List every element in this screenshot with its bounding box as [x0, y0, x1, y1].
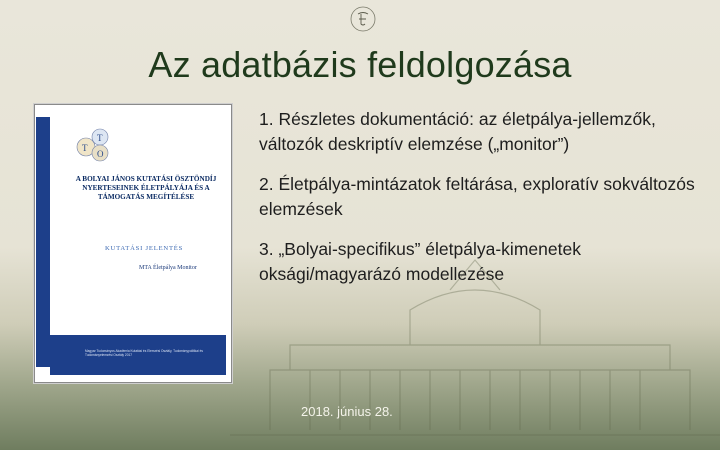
list-item: 2. Életpálya-mintázatok feltárása, exploratív sokváltozós elemzések — [259, 174, 695, 219]
date-footer: 2018. június 28. — [301, 404, 393, 419]
svg-text:T: T — [97, 133, 103, 143]
cover-author: MTA Életpálya Monitor — [139, 265, 197, 271]
page-title: Az adatbázis feldolgozása — [148, 44, 572, 85]
cover-subtitle: KUTATÁSI JELENTÉS — [105, 245, 184, 252]
svg-text:T: T — [82, 143, 88, 153]
cover-bottom-text: Magyar Tudományos Akadémia Kutatási és Elemzési Osztály, Tudománypolitikai és Tudományelemzési Osztály 2017 — [85, 349, 203, 358]
list-item: 3. „Bolyai-specifikus” életpálya-kimenetek oksági/magyarázó modellezése — [259, 239, 581, 284]
cover-title: A BOLYAI JÁNOS KUTATÁSI ÖSZTÖNDÍJ NYERTESEINEK ÉLETPÁLYÁJA ÉS A TÁMOGATÁS MEGÍTÉLÉSE — [75, 175, 217, 201]
tto-circles-icon — [72, 127, 122, 163]
cover-side-band — [36, 117, 50, 367]
list-item: 1. Részletes dokumentáció: az életpálya-jellemzők, változók deskriptív elemzése („monitor”) — [259, 109, 656, 154]
ornamental-monogram-icon — [349, 5, 377, 33]
bullet-list — [259, 107, 699, 302]
report-cover-image — [34, 104, 232, 383]
svg-text:O: O — [97, 149, 104, 159]
